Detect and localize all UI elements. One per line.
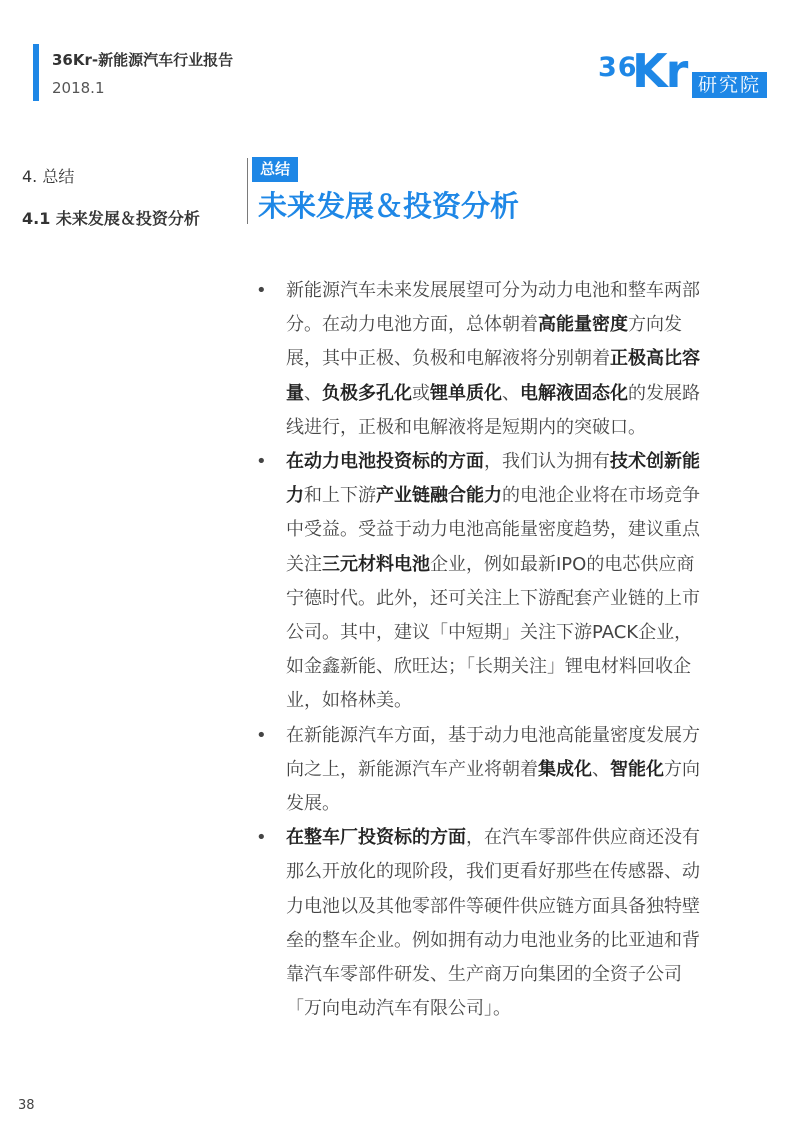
nav-section: 4. 总结 — [22, 167, 75, 186]
report-title: 36Kr-新能源汽车行业报告 — [52, 51, 234, 69]
bullet-highlight: 技术创新能力 — [286, 451, 700, 507]
bullet-highlight: 锂单质化 — [430, 382, 502, 404]
bullet-highlight: 在动力电池投资标的方面 — [286, 451, 484, 473]
bullet-list — [256, 274, 716, 1026]
bullet-highlight: 智能化 — [610, 758, 664, 780]
nav-subsection: 4.1 未来发展＆投资分析 — [22, 209, 200, 228]
36kr-research-logo — [598, 42, 773, 98]
bullet-run: 、 — [592, 758, 610, 780]
bullet-run: 新能源汽车未来发展展望可分为动力电池和整车两部分。在动力电池方面，总体朝着 — [286, 280, 700, 336]
bullet-dot: • — [256, 827, 267, 849]
bullet-text — [286, 821, 704, 1026]
bullet-run: 的发展路线进行，正极和电解液将是短期内的突破口。 — [286, 382, 700, 438]
bullet-highlight: 负极多孔化 — [322, 382, 412, 404]
page-title: 未来发展＆投资分析 — [258, 189, 520, 223]
bullet-dot: • — [256, 451, 267, 473]
logo-badge: 研究院 — [692, 72, 767, 98]
bullet-run: 企业，例如最新IPO的电芯供应商宁德时代。此外，还可关注上下游配套产业链的上市公司。其中，建议「中短期」关注下游PACK企业，如金鑫新能、欣旺达；「长期关注」锂电材料回收企业，如格林美。 — [286, 553, 700, 712]
bullet-run: 方向发展。 — [286, 758, 700, 815]
bullet-item — [256, 719, 716, 822]
bullet-highlight: 三元材料电池 — [322, 553, 430, 575]
logo-kr: Kr — [632, 44, 687, 98]
bullet-text — [286, 719, 704, 822]
header-accent-bar — [33, 44, 39, 101]
section-tag: 总结 — [252, 157, 298, 182]
bullet-highlight: 产业链融合能力 — [376, 485, 502, 507]
bullet-highlight: 高能量密度 — [538, 314, 628, 336]
bullet-item — [256, 274, 716, 445]
bullet-run: 和上下游 — [304, 485, 376, 507]
bullet-dot: • — [256, 724, 267, 746]
bullet-run: 的电池企业将在市场竞争中受益。受益于动力电池高能量密度趋势，建议重点关注 — [286, 485, 700, 575]
bullet-run: 在新能源汽车方面，基于动力电池高能量密度发展方向之上，新能源汽车产业将朝着 — [286, 724, 700, 780]
bullet-dot: • — [256, 280, 267, 301]
bullet-run: 方向发展，其中正极、负极和电解液将分别朝着 — [286, 314, 682, 370]
bullet-highlight: 在整车厂投资标的方面 — [286, 827, 466, 849]
bullet-item — [256, 445, 716, 719]
bullet-run: 、 — [304, 382, 322, 404]
logo-number: 36 — [598, 52, 638, 83]
bullet-run: 、 — [502, 382, 520, 404]
bullet-highlight: 集成化 — [538, 758, 592, 780]
bullet-highlight: 正极高比容量 — [286, 348, 700, 404]
bullet-run: ，我们认为拥有 — [484, 451, 610, 473]
bullet-item — [256, 821, 716, 1026]
bullet-highlight: 电解液固态化 — [520, 382, 628, 404]
bullet-text — [286, 445, 704, 719]
page-number: 38 — [18, 1098, 35, 1113]
bullet-text — [286, 274, 704, 445]
report-date: 2018.1 — [52, 79, 105, 97]
bullet-run: ，在汽车零部件供应商还没有那么开放化的现阶段，我们更看好那些在传感器、动力电池以及其他零部件等硬件供应链方面具备独特壁垒的整车企业。例如拥有动力电池业务的比亚迪和背靠汽车零部件研发、生产商万向集团的全资子公司「万向电动汽车有限公司」。 — [286, 827, 700, 1020]
bullet-run: 或 — [412, 382, 430, 404]
title-divider — [247, 158, 248, 224]
